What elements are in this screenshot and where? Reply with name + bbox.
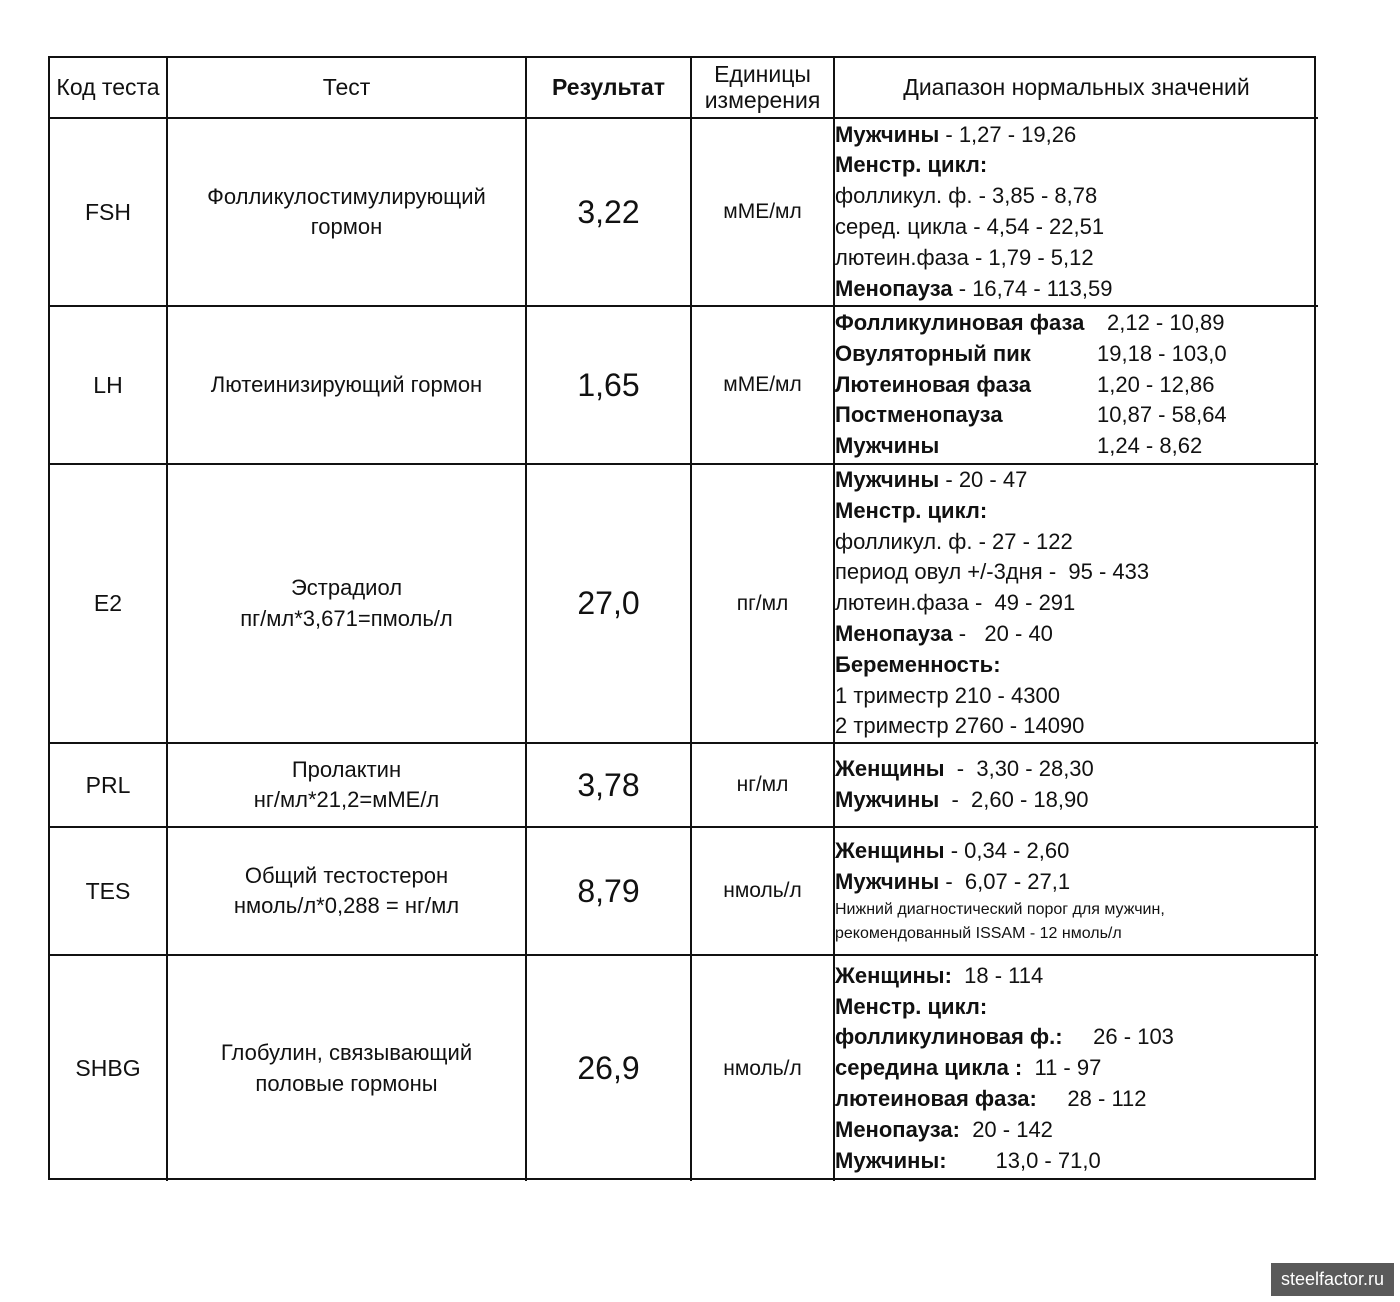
range-value: - 3,30 - 28,30	[944, 756, 1094, 782]
range-value: 13,0 - 71,0	[946, 1147, 1101, 1173]
range-label: Фолликулиновая фаза	[835, 310, 1085, 335]
test-unit: мМЕ/мл	[691, 306, 834, 464]
range-line	[835, 1084, 1318, 1115]
range-line	[835, 212, 1318, 243]
range-label: Женщины:	[835, 962, 952, 988]
header-code: Код теста	[50, 58, 167, 118]
range-value: 1,24 - 8,62	[1097, 433, 1203, 459]
range-line	[835, 274, 1318, 305]
range-line	[835, 836, 1318, 867]
range-value: 1,20 - 12,86	[1097, 371, 1215, 397]
test-result: 8,79	[526, 827, 691, 955]
range-label: Менопауза	[835, 275, 953, 301]
range-line	[835, 619, 1318, 650]
range-label: Овуляторный пик	[835, 340, 1031, 366]
lab-results-sheet	[48, 56, 1316, 1180]
range-value: - 6,07 - 27,1	[939, 869, 1071, 895]
test-code: PRL	[50, 743, 167, 827]
test-name	[167, 306, 526, 464]
range-line	[835, 992, 1318, 1023]
table-row	[50, 743, 1318, 827]
range-label: Мужчины	[835, 433, 940, 459]
range-line	[835, 496, 1318, 527]
test-name	[167, 827, 526, 955]
test-unit: нмоль/л	[691, 827, 834, 955]
test-name-line: половые гормоны	[255, 1070, 438, 1096]
range-line	[835, 243, 1318, 274]
range-line	[835, 588, 1318, 619]
header-result: Результат	[526, 58, 691, 118]
test-unit: пг/мл	[691, 464, 834, 743]
test-code: SHBG	[50, 955, 167, 1181]
table-row	[50, 464, 1318, 743]
range-label: Мужчины	[835, 467, 940, 492]
range-line	[835, 1146, 1318, 1177]
table-body	[50, 118, 1318, 1181]
test-unit: мМЕ/мл	[691, 118, 834, 306]
range-value: - 20 - 47	[939, 467, 1028, 492]
range-label: Менопауза	[835, 620, 953, 646]
test-name	[167, 118, 526, 306]
range-label: Постменопауза	[835, 402, 1003, 428]
test-name-line: Эстрадиол	[290, 575, 403, 601]
range-value: серед. цикла - 4,54 - 22,51	[835, 214, 1105, 239]
range-label: Беременность:	[835, 651, 1001, 677]
test-name-line: Общий тестостерон	[244, 862, 449, 888]
header-range: Диапазон нормальных значений	[834, 58, 1318, 118]
range-value: период овул +/-3дня - 95 - 433	[835, 559, 1150, 585]
test-name-line: пг/мл*3,671=пмоль/л	[240, 605, 453, 631]
range-line	[835, 867, 1318, 898]
range-value: 2,12 - 10,89	[1107, 310, 1225, 335]
range-line	[835, 1115, 1318, 1146]
test-code: TES	[50, 827, 167, 955]
range-line	[835, 527, 1318, 558]
reference-range	[834, 464, 1318, 743]
range-line	[835, 431, 1318, 462]
test-name-line: Глобулин, связывающий	[220, 1040, 473, 1066]
range-line	[835, 120, 1318, 151]
header-unit	[691, 58, 834, 118]
test-name-line: Фолликулостимулирующий	[207, 183, 486, 209]
range-line	[835, 785, 1318, 816]
range-label: лютеиновая фаза:	[835, 1086, 1037, 1112]
range-value: лютеин.фаза - 1,79 - 5,12	[835, 244, 1094, 270]
range-line	[835, 339, 1318, 370]
reference-range	[834, 743, 1318, 827]
test-name-line: Пролактин	[291, 756, 402, 782]
range-label: Мужчины	[835, 869, 940, 895]
test-result: 3,22	[526, 118, 691, 306]
range-line	[835, 181, 1318, 212]
range-label: Мужчины	[835, 121, 940, 147]
range-value: - 20 - 40	[952, 620, 1053, 646]
range-label: Женщины	[835, 838, 945, 864]
header-unit-line1: Единицы	[714, 61, 811, 88]
test-unit: нг/мл	[691, 743, 834, 827]
range-label: Лютеиновая фаза	[835, 371, 1031, 397]
range-label: Менопауза:	[835, 1116, 960, 1142]
table-row	[50, 827, 1318, 955]
table-row	[50, 955, 1318, 1181]
reference-range	[834, 827, 1318, 955]
test-result: 26,9	[526, 955, 691, 1181]
range-value: 19,18 - 103,0	[1097, 340, 1227, 366]
range-note: рекомендованный ISSAM - 12 нмоль/л	[835, 924, 1122, 942]
range-value: 20 - 142	[959, 1116, 1053, 1142]
range-value: 18 - 114	[951, 962, 1044, 988]
range-line	[835, 400, 1318, 431]
test-name	[167, 955, 526, 1181]
test-name-line: нмоль/л*0,288 = нг/мл	[233, 893, 460, 919]
table-row	[50, 118, 1318, 306]
range-line	[835, 465, 1318, 496]
test-name-line: гормон	[310, 214, 383, 239]
range-line	[835, 681, 1318, 712]
header-row	[50, 58, 1318, 118]
range-value: фолликул. ф. - 3,85 - 8,78	[835, 183, 1098, 209]
test-name	[167, 464, 526, 743]
range-value: - 0,34 - 2,60	[944, 838, 1070, 864]
range-value: 10,87 - 58,64	[1097, 402, 1227, 428]
table-row	[50, 306, 1318, 464]
range-line	[835, 754, 1318, 785]
range-line	[835, 370, 1318, 401]
range-line	[835, 150, 1318, 181]
range-label: Мужчины	[835, 787, 940, 813]
test-result: 27,0	[526, 464, 691, 743]
range-line	[835, 308, 1318, 339]
range-value: - 1,27 - 19,26	[939, 121, 1077, 147]
test-result: 1,65	[526, 306, 691, 464]
range-line	[835, 961, 1318, 992]
reference-range	[834, 118, 1318, 306]
range-value: 2 триместр 2760 - 14090	[835, 713, 1085, 739]
test-code: E2	[50, 464, 167, 743]
range-label: фолликулиновая ф.:	[835, 1024, 1063, 1050]
range-label: Женщины	[835, 756, 945, 782]
lab-results-table	[50, 58, 1318, 1181]
range-label: середина цикла :	[835, 1055, 1023, 1081]
test-code: LH	[50, 306, 167, 464]
watermark: steelfactor.ru	[1271, 1263, 1394, 1296]
header-test: Тест	[167, 58, 526, 118]
test-result: 3,78	[526, 743, 691, 827]
range-label: Менстр. цикл:	[835, 497, 988, 523]
range-value: 1 триместр 210 - 4300	[835, 682, 1060, 708]
range-value: - 16,74 - 113,59	[952, 275, 1113, 301]
test-name-line: Лютеинизирующий гормон	[210, 371, 483, 397]
range-line	[835, 650, 1318, 681]
range-line	[835, 711, 1318, 742]
range-value: 28 - 112	[1036, 1086, 1147, 1112]
range-line	[835, 557, 1318, 588]
range-value: 26 - 103	[1062, 1024, 1174, 1050]
range-line	[835, 1022, 1318, 1053]
test-name-line: нг/мл*21,2=мМЕ/л	[253, 787, 440, 813]
range-value: - 2,60 - 18,90	[939, 787, 1089, 813]
test-code: FSH	[50, 118, 167, 306]
range-line	[835, 1053, 1318, 1084]
range-value: лютеин.фаза - 49 - 291	[835, 590, 1076, 616]
reference-range	[834, 306, 1318, 464]
test-name	[167, 743, 526, 827]
range-value: 11 - 97	[1022, 1055, 1102, 1081]
range-label: Менстр. цикл:	[835, 152, 988, 178]
range-label: Мужчины:	[835, 1147, 947, 1173]
test-unit: нмоль/л	[691, 955, 834, 1181]
header-unit-line2: измерения	[704, 86, 821, 113]
range-label: Менстр. цикл:	[835, 993, 988, 1019]
reference-range	[834, 955, 1318, 1181]
range-note: Нижний диагностический порог для мужчин,	[835, 900, 1165, 918]
range-value: фолликул. ф. - 27 - 122	[835, 528, 1073, 554]
